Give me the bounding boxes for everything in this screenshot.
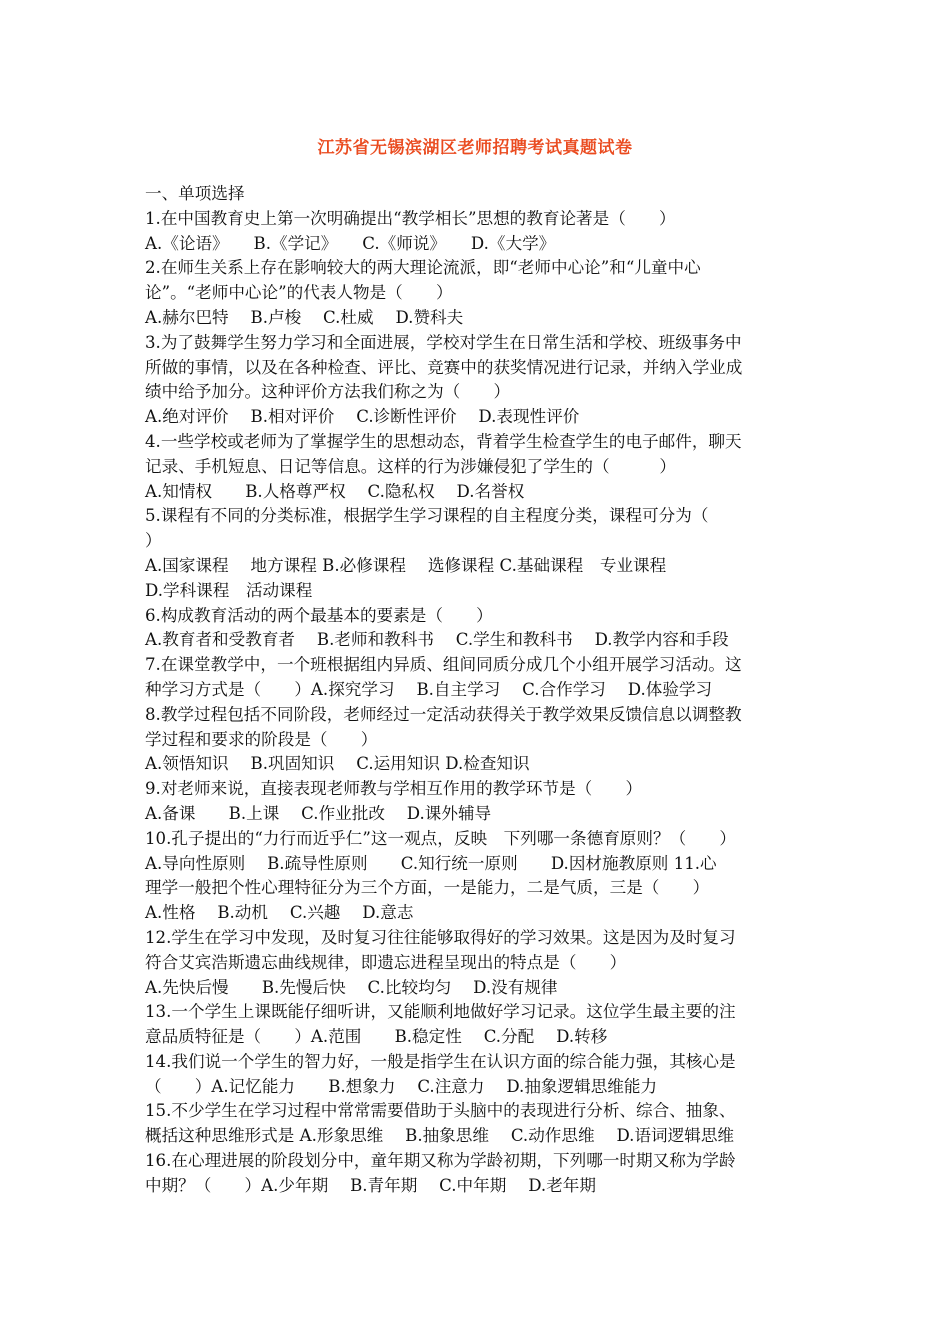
text-line: A.绝对评价 B.相对评价 C.诊断性评价 D.表现性评价 <box>145 407 580 427</box>
text-line: 意品质特征是（ ）A.范围 B.稳定性 C.分配 D.转移 <box>145 1027 608 1047</box>
text-line: A.国家课程 地方课程 B.必修课程 选修课程 C.基础课程 专业课程 <box>145 555 667 575</box>
text-line: A.先快后慢 B.先慢后快 C.比较均匀 D.没有规律 <box>145 977 558 997</box>
text-line: 4.一些学校或老师为了掌握学生的思想动态，背着学生检查学生的电子邮件，聊天 <box>145 431 742 451</box>
text-line: 一、单项选择 <box>145 184 245 203</box>
text-line: A.导向性原则 B.疏导性原则 C.知行统一原则 D.因材施教原则 11.心 <box>145 853 717 873</box>
text-line: 论”。“老师中心论”的代表人物是（ ） <box>145 283 453 303</box>
text-line: 学过程和要求的阶段是（ ） <box>145 729 378 749</box>
text-line: A.知情权 B.人格尊严权 C.隐私权 D.名誉权 <box>145 481 525 501</box>
text-line: A.教育者和受教育者 B.老师和教科书 C.学生和教科书 D.教学内容和手段 <box>145 630 729 650</box>
text-line: 6.构成教育活动的两个最基本的要素是（ ） <box>145 605 493 625</box>
text-line: 8.教学过程包括不同阶段，老师经过一定活动获得关于教学效果反馈信息以调整教 <box>145 704 742 724</box>
text-line: A.《论语》 B.《学记》 C.《师说》 D.《大学》 <box>145 233 556 253</box>
text-line: 13.一个学生上课既能仔细听讲，又能顺利地做好学习记录。这位学生最主要的注 <box>145 1002 736 1022</box>
text-line: 7.在课堂教学中，一个班根据组内异质、组间同质分成几个小组开展学习活动。这 <box>145 655 742 675</box>
text-line: 14.我们说一个学生的智力好，一般是指学生在认识方面的综合能力强，其核心是 <box>145 1051 736 1071</box>
text-line: 理学一般把个性心理特征分为三个方面，一是能力，二是气质，三是（ ） <box>145 878 710 898</box>
text-line: 15.不少学生在学习过程中常常需要借助于头脑中的表现进行分析、综合、抽象、 <box>145 1101 736 1121</box>
question-list <box>145 182 817 1199</box>
text-line: 12.学生在学习中发现，及时复习往往能够取得好的学习效果。这是因为及时复习 <box>145 927 736 947</box>
text-line: 1.在中国教育史上第一次明确提出“教学相长”思想的教育论著是（ ） <box>145 208 676 228</box>
text-line: 10.孔子提出的“力行而近乎仁”这一观点，反映 下列哪一条德育原则？（ ） <box>145 828 736 848</box>
text-line: ） <box>145 531 162 551</box>
text-line: 5.课程有不同的分类标准，根据学生学习课程的自主程度分类，课程可分为（ <box>145 506 709 526</box>
text-line: 9.对老师来说，直接表现老师教与学相互作用的教学环节是（ ） <box>145 779 643 799</box>
text-line: A.性格 B.动机 C.兴趣 D.意志 <box>145 903 414 923</box>
text-line: 绩中给予加分。这种评价方法我们称之为（ ） <box>145 382 511 402</box>
text-line: A.领悟知识 B.巩固知识 C.运用知识 D.检查知识 <box>145 754 530 774</box>
text-line: 概括这种思维形式是 A.形象思维 B.抽象思维 C.动作思维 D.语词逻辑思维 <box>145 1126 735 1146</box>
text-line: D.学科课程 活动课程 <box>145 580 313 600</box>
text-line: 种学习方式是（ ）A.探究学习 B.自主学习 C.合作学习 D.体验学习 <box>145 679 713 699</box>
text-line: 2.在师生关系上存在影响较大的两大理论流派，即“老师中心论”和“儿童中心 <box>145 258 701 278</box>
text-line: 所做的事情，以及在各种检查、评比、竞赛中的获奖情况进行记录，并纳入学业成 <box>145 357 743 377</box>
document-title: 江苏省无锡滨湖区老师招聘考试真题试卷 <box>317 138 633 158</box>
text-line: 3.为了鼓舞学生努力学习和全面进展，学校对学生在日常生活和学校、班级事务中 <box>145 332 742 352</box>
text-line: 记录、手机短息、日记等信息。这样的行为涉嫌侵犯了学生的（ ） <box>145 456 676 476</box>
text-line: 16.在心理进展的阶段划分中，童年期又称为学龄初期，下列哪一时期又称为学龄 <box>145 1151 736 1171</box>
text-line: A.赫尔巴特 B.卢梭 C.杜威 D.赞科夫 <box>145 307 464 327</box>
text-line: 中期？（ ）A.少年期 B.青年期 C.中年期 D.老年期 <box>145 1175 596 1195</box>
text-line: 符合艾宾浩斯遗忘曲线规律，即遗忘进程呈现出的特点是（ ） <box>145 952 627 972</box>
text-line: A.备课 B.上课 C.作业批改 D.课外辅导 <box>145 803 492 823</box>
text-line: （ ）A.记忆能力 B.想象力 C.注意力 D.抽象逻辑思维能力 <box>145 1076 658 1096</box>
